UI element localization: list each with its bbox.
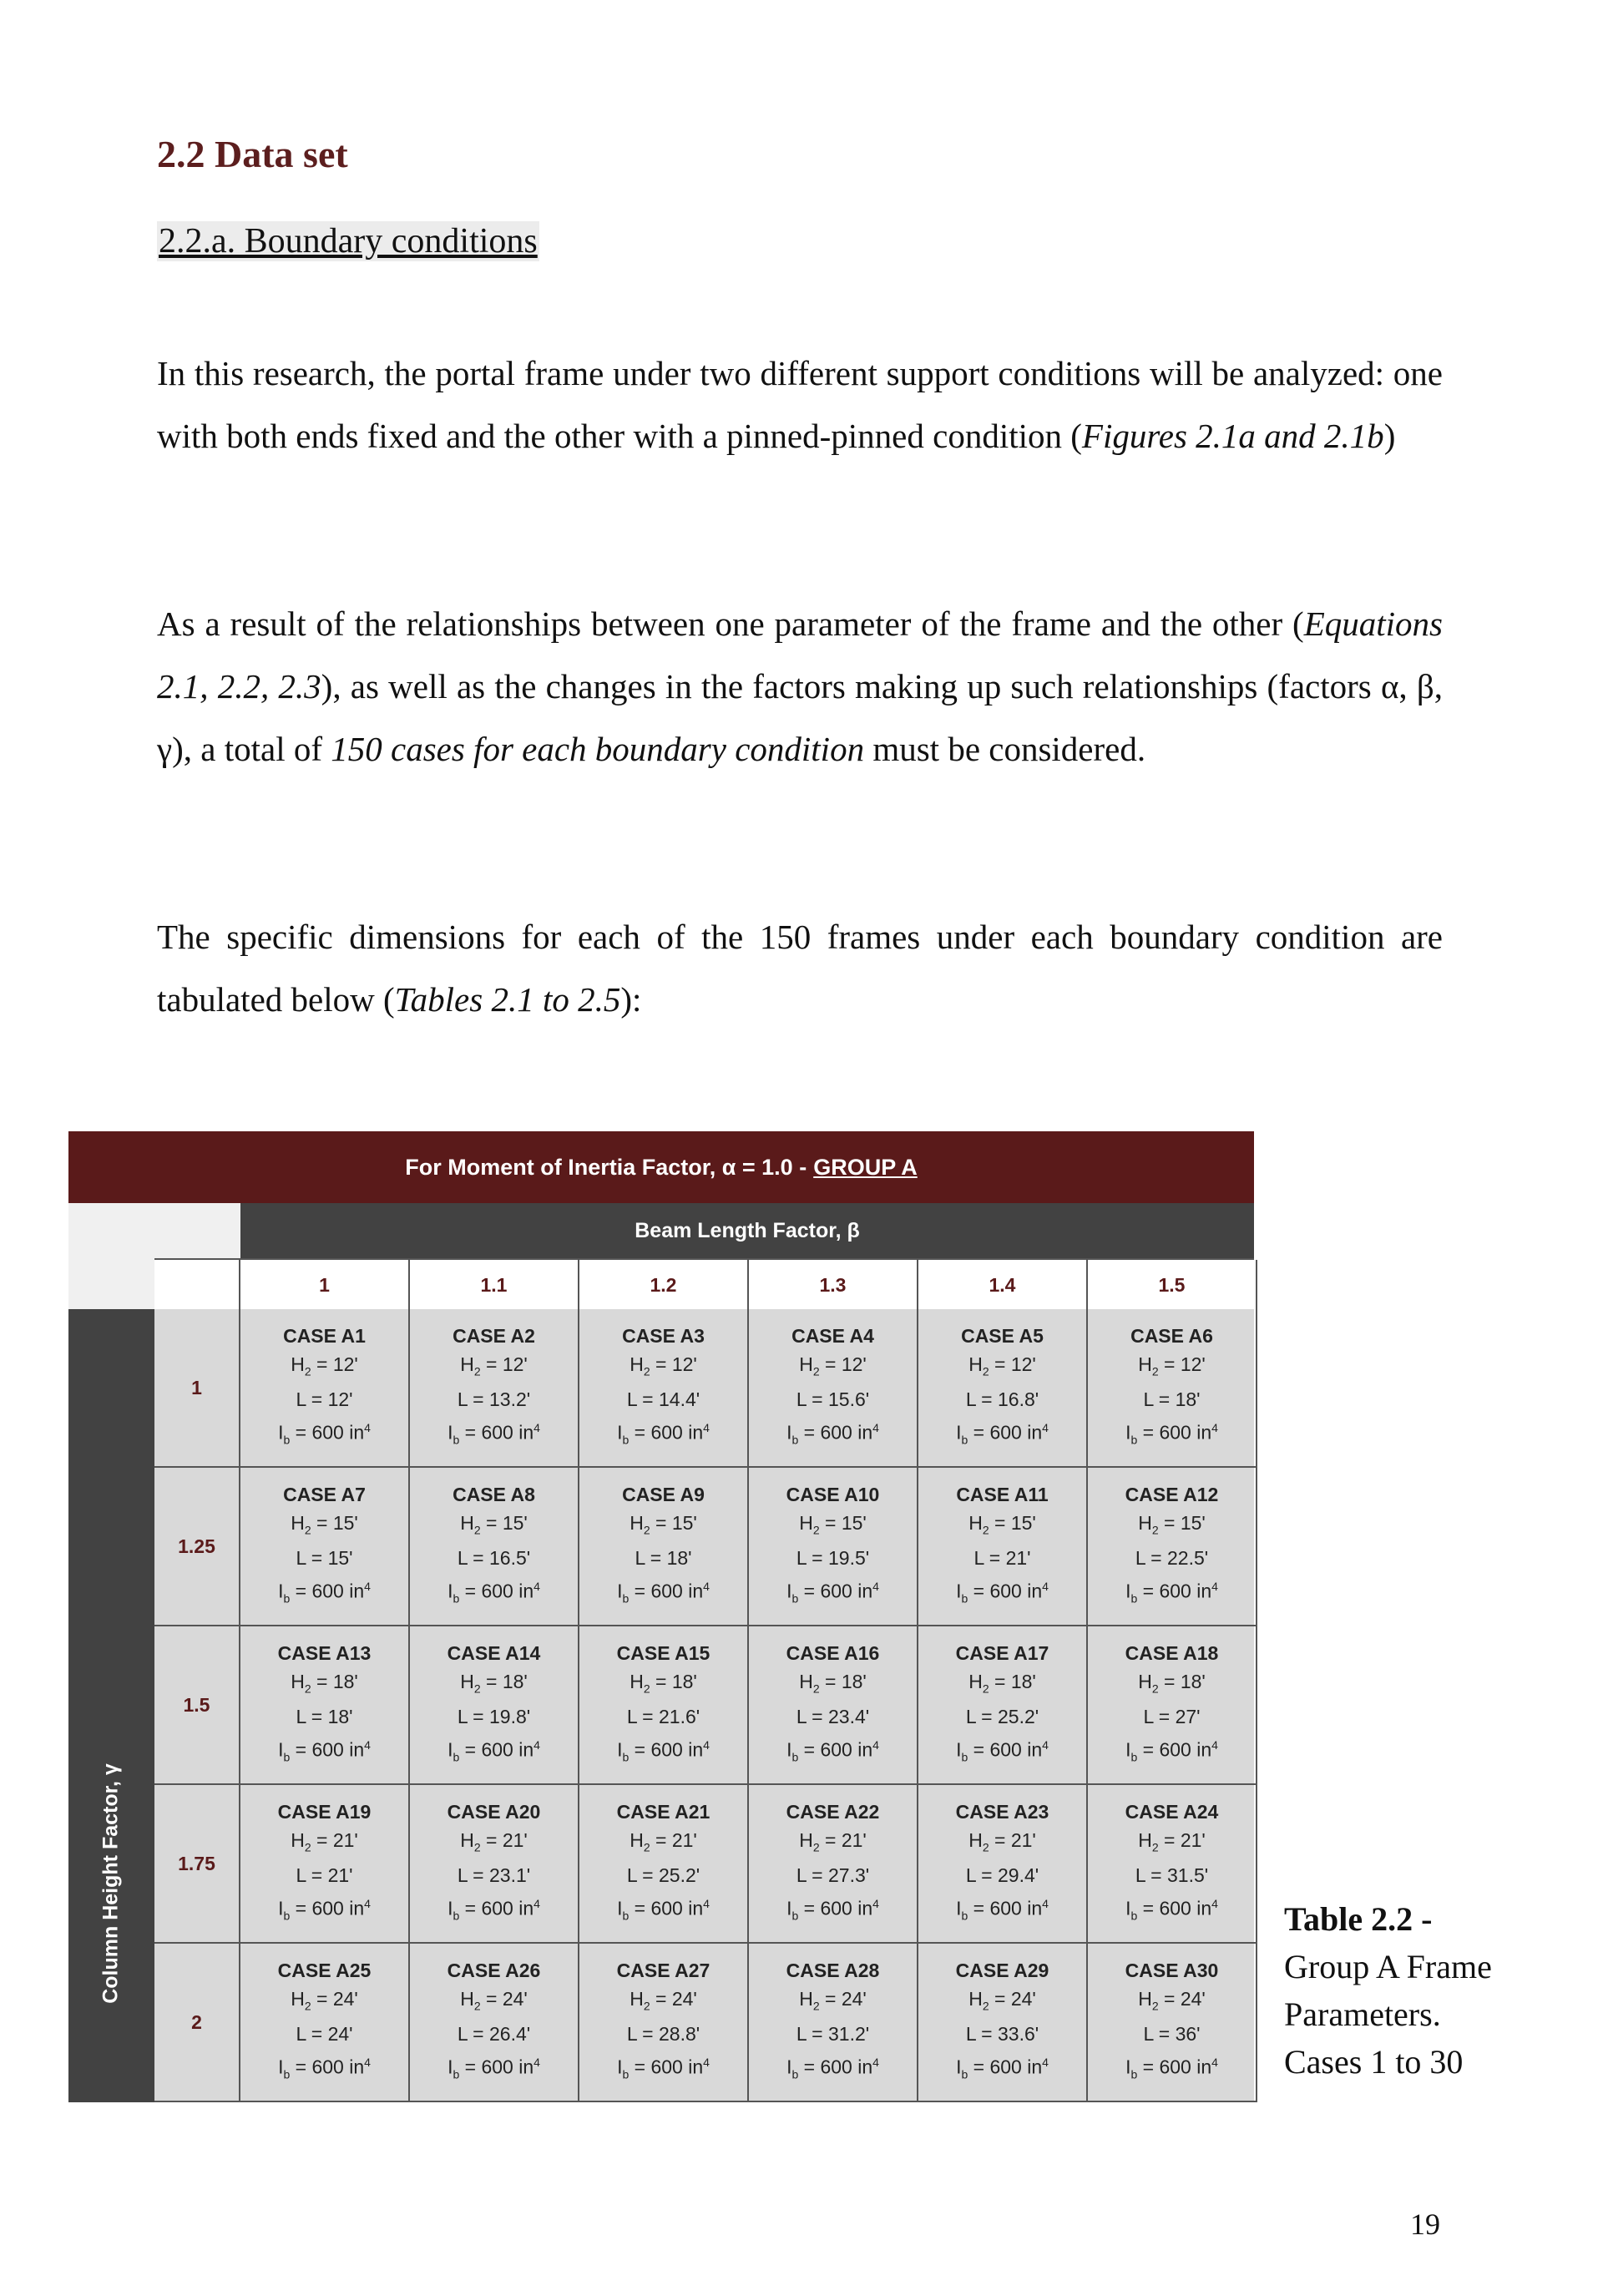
case-cell (240, 1785, 410, 1944)
case-height: $H_2 = 18'$ (968, 1670, 1036, 1696)
para1-figure-ref: Figures 2.1a and 2.1b (1081, 417, 1384, 455)
case-height: $H_2 = 12'$ (1138, 1353, 1206, 1378)
case-name: CASE A6 (1130, 1324, 1213, 1347)
case-inertia: $I_b = 600$ $in^4$ (786, 1738, 879, 1764)
paragraph-relationships (157, 593, 1443, 781)
case-length: L = 23.4' (796, 1706, 870, 1728)
case-length: L = 12' (296, 1388, 353, 1411)
subsection-heading: 2.2.a. Boundary conditions (159, 222, 538, 260)
case-cell (579, 1309, 749, 1468)
case-inertia: $I_b = 600$ $in^4$ (1125, 1897, 1218, 1923)
gamma-value: 1.75 (154, 1785, 240, 1944)
case-cell (749, 1468, 918, 1626)
case-height: $H_2 = 24'$ (291, 1987, 358, 2013)
case-name: CASE A5 (961, 1324, 1044, 1347)
case-length: L = 21.6' (626, 1706, 700, 1728)
case-length: L = 24' (296, 2023, 353, 2046)
beta-value: 1.4 (918, 1260, 1088, 1311)
case-length: L = 18' (296, 1706, 353, 1728)
case-cell (410, 1468, 579, 1626)
case-length: L = 14.4' (626, 1388, 700, 1411)
case-length: L = 29.4' (965, 1864, 1039, 1887)
case-name: CASE A8 (453, 1483, 535, 1505)
case-height: $H_2 = 24'$ (1138, 1987, 1206, 2013)
case-cell (579, 1468, 749, 1626)
case-name: CASE A25 (277, 1959, 372, 1981)
case-length: L = 21' (973, 1547, 1031, 1570)
beam-length-header: Beam Length Factor, β (240, 1203, 1254, 1258)
case-height: $H_2 = 15'$ (291, 1511, 358, 1537)
case-length: L = 25.2' (626, 1864, 700, 1887)
case-height: $H_2 = 15'$ (460, 1511, 528, 1537)
case-cell (1088, 1944, 1257, 2102)
beta-value: 1.1 (410, 1260, 579, 1311)
case-length: L = 16.5' (457, 1547, 531, 1570)
table-corner-lower (68, 1258, 154, 1309)
case-height: $H_2 = 24'$ (630, 1987, 697, 2013)
case-cell (918, 1626, 1088, 1785)
case-inertia: $I_b = 600$ $in^4$ (956, 1897, 1049, 1923)
case-height: $H_2 = 18'$ (1138, 1670, 1206, 1696)
case-height: $H_2 = 24'$ (460, 1987, 528, 2013)
case-cell (410, 1944, 579, 2102)
case-height: $H_2 = 21'$ (799, 1828, 867, 1854)
case-inertia: $I_b = 600$ $in^4$ (278, 1421, 371, 1447)
case-name: CASE A28 (786, 1959, 880, 1981)
case-length: L = 28.8' (626, 2023, 700, 2046)
case-cell (579, 1626, 749, 1785)
case-height: $H_2 = 24'$ (799, 1987, 867, 2013)
case-inertia: $I_b = 600$ $in^4$ (1125, 1421, 1218, 1447)
case-inertia: $I_b = 600$ $in^4$ (786, 2056, 879, 2081)
case-inertia: $I_b = 600$ $in^4$ (278, 1738, 371, 1764)
case-cell (918, 1468, 1088, 1626)
para2-text-1: As a result of the relationships between one parameter of the frame and the other ( (157, 604, 1304, 643)
caption-title: Table 2.2 - (1284, 1900, 1433, 1938)
case-cell (240, 1944, 410, 2102)
case-name: CASE A16 (786, 1641, 880, 1664)
case-inertia: $I_b = 600$ $in^4$ (278, 2056, 371, 2081)
case-name: CASE A17 (955, 1641, 1049, 1664)
case-length: L = 27' (1143, 1706, 1201, 1728)
cases-grid (154, 1309, 1254, 2102)
case-length: L = 16.8' (965, 1388, 1039, 1411)
case-height: $H_2 = 18'$ (460, 1670, 528, 1696)
case-length: L = 15.6' (796, 1388, 870, 1411)
case-inertia: $I_b = 600$ $in^4$ (448, 2056, 540, 2081)
case-name: CASE A18 (1125, 1641, 1219, 1664)
column-height-header: Column Height Factor, γ (99, 1763, 123, 2004)
para2-equation-ref: Equations 2.1, 2.2, 2.3 (157, 604, 1443, 705)
case-cell (918, 1944, 1088, 2102)
case-inertia: $I_b = 600$ $in^4$ (786, 1580, 879, 1606)
case-length: L = 13.2' (457, 1388, 531, 1411)
case-height: $H_2 = 21'$ (1138, 1828, 1206, 1854)
case-name: CASE A12 (1125, 1483, 1219, 1505)
case-cell (749, 1785, 918, 1944)
case-length: L = 33.6' (965, 2023, 1039, 2046)
beta-header-row (154, 1258, 1254, 1311)
case-cell (1088, 1626, 1257, 1785)
case-length: L = 18' (635, 1547, 692, 1570)
case-cell (918, 1309, 1088, 1468)
paragraph-support-conditions (157, 342, 1443, 468)
table-caption (1284, 1895, 1492, 2086)
para2-cases-emphasis: 150 cases for each boundary condition (331, 730, 865, 768)
case-length: L = 27.3' (796, 1864, 870, 1887)
case-length: L = 15' (296, 1547, 353, 1570)
case-inertia: $I_b = 600$ $in^4$ (786, 1897, 879, 1923)
case-length: L = 25.2' (965, 1706, 1039, 1728)
case-cell (410, 1785, 579, 1944)
table-corner (68, 1203, 240, 1258)
case-length: L = 19.5' (796, 1547, 870, 1570)
case-height: $H_2 = 21'$ (968, 1828, 1036, 1854)
gamma-value: 1 (154, 1309, 240, 1468)
case-cell (240, 1309, 410, 1468)
case-height: $H_2 = 12'$ (968, 1353, 1036, 1378)
case-name: CASE A24 (1125, 1800, 1219, 1823)
gamma-value: 1.25 (154, 1468, 240, 1626)
case-length: L = 21' (296, 1864, 353, 1887)
para3-text-1: The specific dimensions for each of the 150 frames under each boundary condition are tabulated below ( (157, 918, 1443, 1019)
case-name: CASE A7 (283, 1483, 366, 1505)
case-inertia: $I_b = 600$ $in^4$ (956, 1421, 1049, 1447)
case-height: $H_2 = 15'$ (968, 1511, 1036, 1537)
caption-line: Group A Frame (1284, 1948, 1492, 1985)
case-cell (1088, 1785, 1257, 1944)
para1-end: ) (1383, 417, 1396, 455)
case-name: CASE A11 (956, 1483, 1049, 1505)
case-inertia: $I_b = 600$ $in^4$ (1125, 2056, 1218, 2081)
case-cell (240, 1468, 410, 1626)
case-height: $H_2 = 18'$ (291, 1670, 358, 1696)
case-inertia: $I_b = 600$ $in^4$ (956, 1580, 1049, 1606)
case-length: L = 19.8' (457, 1706, 531, 1728)
beta-header-blank (154, 1260, 240, 1311)
case-height: $H_2 = 15'$ (1138, 1511, 1206, 1537)
case-cell (410, 1626, 579, 1785)
table-group-label: GROUP A (813, 1154, 918, 1180)
case-name: CASE A20 (447, 1800, 541, 1823)
case-inertia: $I_b = 600$ $in^4$ (1125, 1738, 1218, 1764)
frame-parameters-table (68, 1131, 1254, 2102)
para3-table-ref: Tables 2.1 to 2.5 (394, 980, 621, 1019)
para2-text-2: ), as well as the changes in the factors making up such relationships (factors α, β, γ), a total of (157, 667, 1443, 768)
case-name: CASE A4 (791, 1324, 874, 1347)
case-inertia: $I_b = 600$ $in^4$ (956, 1738, 1049, 1764)
case-name: CASE A2 (453, 1324, 535, 1347)
case-height: $H_2 = 12'$ (630, 1353, 697, 1378)
caption-line: Cases 1 to 30 (1284, 2043, 1464, 2081)
case-height: $H_2 = 12'$ (460, 1353, 528, 1378)
case-inertia: $I_b = 600$ $in^4$ (617, 1421, 710, 1447)
case-name: CASE A13 (277, 1641, 372, 1664)
case-name: CASE A9 (622, 1483, 705, 1505)
case-height: $H_2 = 21'$ (460, 1828, 528, 1854)
case-cell (579, 1785, 749, 1944)
para3-text-2: ): (620, 980, 642, 1019)
case-height: $H_2 = 18'$ (630, 1670, 697, 1696)
paragraph-dimensions (157, 906, 1443, 1031)
caption-line: Parameters. (1284, 1995, 1441, 2033)
case-name: CASE A21 (616, 1800, 710, 1823)
case-name: CASE A30 (1125, 1959, 1219, 1981)
case-inertia: $I_b = 600$ $in^4$ (786, 1421, 879, 1447)
case-height: $H_2 = 12'$ (799, 1353, 867, 1378)
case-inertia: $I_b = 600$ $in^4$ (448, 1897, 540, 1923)
case-inertia: $I_b = 600$ $in^4$ (1125, 1580, 1218, 1606)
case-name: CASE A29 (955, 1959, 1049, 1981)
case-inertia: $I_b = 600$ $in^4$ (617, 1897, 710, 1923)
case-name: CASE A14 (447, 1641, 541, 1664)
case-name: CASE A1 (283, 1324, 366, 1347)
para1-text: In this research, the portal frame under two different support conditions will be analyzed: one with both ends fixed and the other with a pinned-pinned condition ( (157, 354, 1443, 455)
case-cell (918, 1785, 1088, 1944)
case-inertia: $I_b = 600$ $in^4$ (617, 1580, 710, 1606)
case-cell (749, 1944, 918, 2102)
beta-value: 1.3 (749, 1260, 918, 1311)
para2-text-3: must be considered. (864, 730, 1146, 768)
case-length: L = 23.1' (457, 1864, 531, 1887)
case-length: L = 26.4' (457, 2023, 531, 2046)
case-cell (410, 1309, 579, 1468)
gamma-value: 2 (154, 1944, 240, 2102)
case-cell (749, 1626, 918, 1785)
case-cell (579, 1944, 749, 2102)
case-cell (749, 1309, 918, 1468)
case-name: CASE A10 (786, 1483, 880, 1505)
case-name: CASE A27 (616, 1959, 710, 1981)
case-height: $H_2 = 15'$ (630, 1511, 697, 1537)
case-inertia: $I_b = 600$ $in^4$ (617, 1738, 710, 1764)
case-inertia: $I_b = 600$ $in^4$ (448, 1421, 540, 1447)
beta-value: 1.5 (1088, 1260, 1257, 1311)
table-title-bar (68, 1131, 1254, 1203)
case-length: L = 31.2' (796, 2023, 870, 2046)
case-length: L = 22.5' (1135, 1547, 1209, 1570)
case-cell (1088, 1468, 1257, 1626)
beta-value: 1.2 (579, 1260, 749, 1311)
section-heading: 2.2 Data set (157, 133, 348, 175)
case-height: $H_2 = 24'$ (968, 1987, 1036, 2013)
case-height: $H_2 = 21'$ (630, 1828, 697, 1854)
case-height: $H_2 = 18'$ (799, 1670, 867, 1696)
page-number: 19 (1410, 2207, 1440, 2241)
table-title: For Moment of Inertia Factor, α = 1.0 - (405, 1154, 807, 1180)
case-inertia: $I_b = 600$ $in^4$ (448, 1738, 540, 1764)
case-name: CASE A15 (616, 1641, 710, 1664)
case-height: $H_2 = 12'$ (291, 1353, 358, 1378)
case-inertia: $I_b = 600$ $in^4$ (448, 1580, 540, 1606)
case-height: $H_2 = 21'$ (291, 1828, 358, 1854)
case-inertia: $I_b = 600$ $in^4$ (278, 1580, 371, 1606)
case-inertia: $I_b = 600$ $in^4$ (278, 1897, 371, 1923)
column-height-sidebar (68, 1309, 154, 2102)
case-cell (1088, 1309, 1257, 1468)
case-inertia: $I_b = 600$ $in^4$ (617, 2056, 710, 2081)
case-inertia: $I_b = 600$ $in^4$ (956, 2056, 1049, 2081)
case-name: CASE A22 (786, 1800, 880, 1823)
beta-value: 1 (240, 1260, 410, 1311)
case-cell (240, 1626, 410, 1785)
case-name: CASE A23 (955, 1800, 1049, 1823)
gamma-value: 1.5 (154, 1626, 240, 1785)
case-length: L = 36' (1143, 2023, 1201, 2046)
case-name: CASE A3 (622, 1324, 705, 1347)
case-name: CASE A19 (277, 1800, 372, 1823)
case-length: L = 31.5' (1135, 1864, 1209, 1887)
case-height: $H_2 = 15'$ (799, 1511, 867, 1537)
case-name: CASE A26 (447, 1959, 541, 1981)
case-length: L = 18' (1143, 1388, 1201, 1411)
